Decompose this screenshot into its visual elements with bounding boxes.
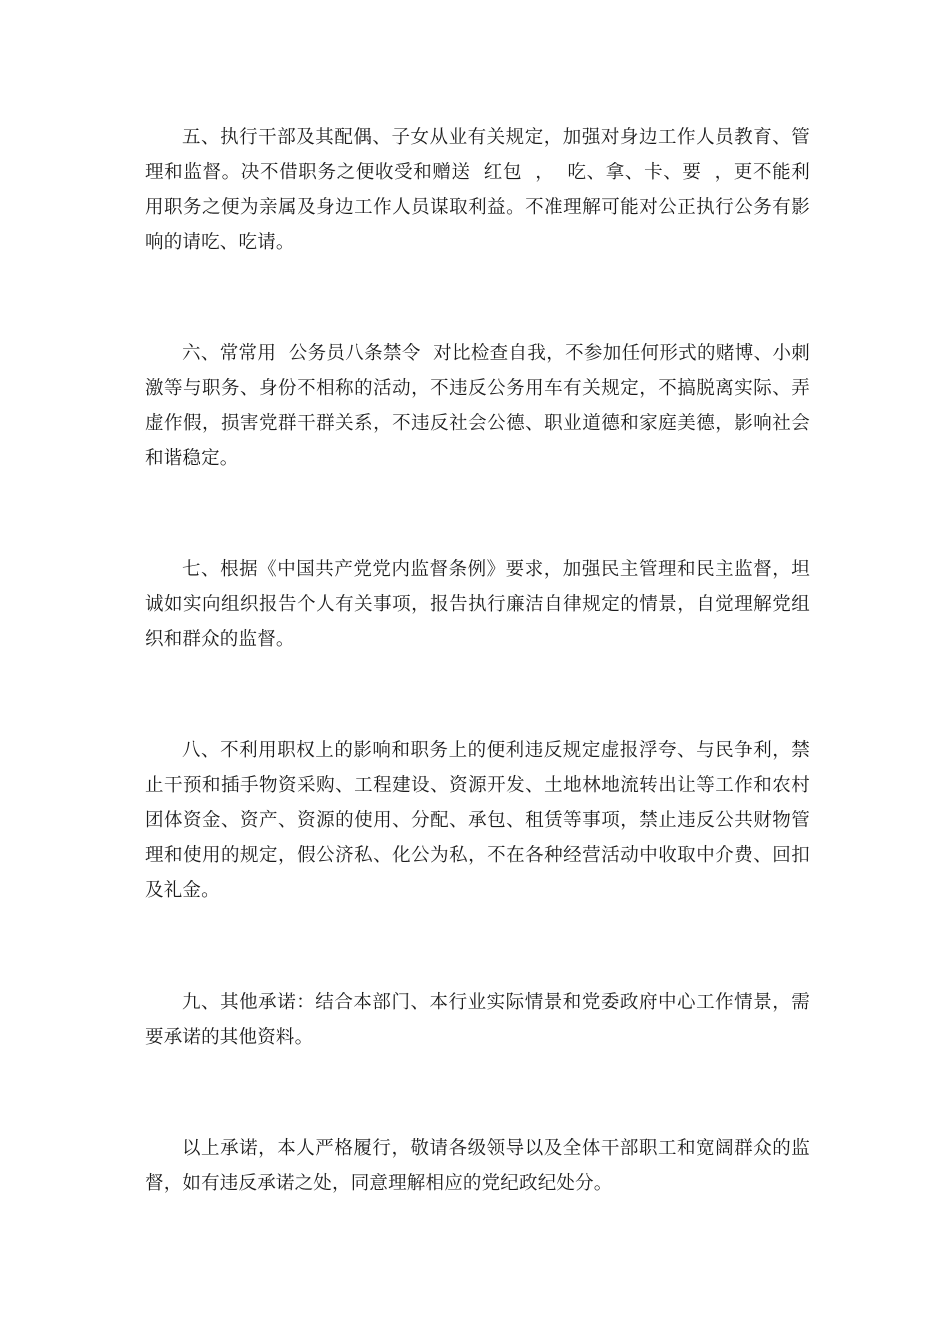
paragraph-item-6: 六、常常用 公务员八条禁令 对比检查自我，不参加任何形式的赌博、小刺激等与职务、身份不相称的活动，不违反公务用车有关规定，不搞脱离实际、弄虚作假，损害党群干群关系，不违反社会公德、职业道德和家庭美德，影响社会和谐稳定。	[145, 343, 810, 469]
paragraph-item-8: 八、不利用职权上的影响和职务上的便利违反规定虚报浮夸、与民争利，禁止干预和插手物资采购、工程建设、资源开发、土地林地流转出让等工作和农村团体资金、资产、资源的使用、分配、承包、租赁等事项，禁止违反公共财物管理和使用的规定，假公济私、化公为私，不在各种经营活动中收取中介费、回扣及礼金。	[145, 740, 810, 901]
paragraph-item-5: 五、执行干部及其配偶、子女从业有关规定，加强对身边工作人员教育、管理和监督。决不借职务之便收受和赠送 红包 ， 吃、拿、卡、要 ，更不能利用职务之便为亲属及身边工作人员谋取利益。不准理解可能对公正执行公务有影响的请吃、吃请。	[145, 127, 810, 253]
paragraph-closing: 以上承诺，本人严格履行，敬请各级领导以及全体干部职工和宽阔群众的监督，如有违反承诺之处，同意理解相应的党纪政纪处分。	[145, 1138, 810, 1194]
paragraph-item-9: 九、其他承诺：结合本部门、本行业实际情景和党委政府中心工作情景，需要承诺的其他资料。	[145, 992, 810, 1048]
paragraph-item-7: 七、根据《中国共产党党内监督条例》要求，加强民主管理和民主监督，坦诚如实向组织报告个人有关事项，报告执行廉洁自律规定的情景，自觉理解党组织和群众的监督。	[145, 559, 810, 650]
